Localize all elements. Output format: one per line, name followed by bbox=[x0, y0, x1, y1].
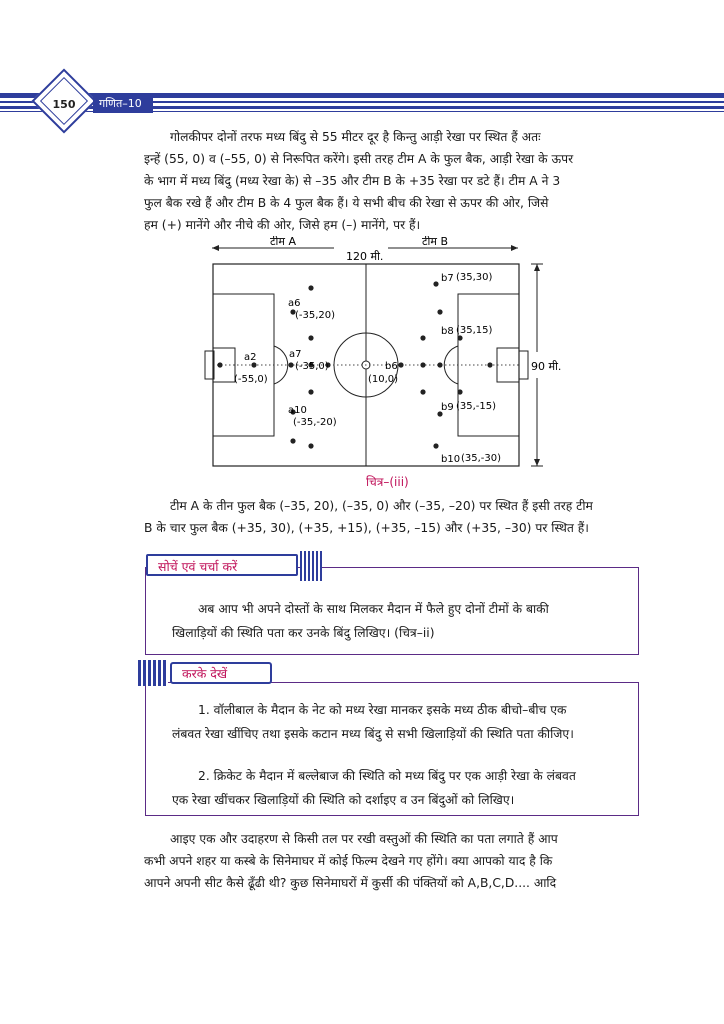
player-dot bbox=[487, 362, 492, 367]
point-label-b10: b10 bbox=[441, 454, 461, 465]
try-it-item-1 bbox=[172, 698, 632, 746]
player-dot bbox=[290, 438, 295, 443]
text-line: कभी अपने शहर या कस्बे के सिनेमाघर में कोई फिल्म देखने गए होंगे। क्या आपको याद है कि bbox=[144, 854, 553, 868]
intro-paragraph bbox=[144, 126, 634, 236]
page-number: 150 bbox=[52, 98, 76, 111]
figure-explanation bbox=[144, 495, 634, 539]
try-it-title: करके देखें bbox=[170, 662, 272, 684]
point-coord-b6: (10,0) bbox=[368, 374, 399, 385]
point-label-a2: a2 bbox=[244, 352, 257, 363]
player-dot bbox=[433, 443, 438, 448]
player-dot bbox=[433, 281, 438, 286]
point-label-b6: b6 bbox=[385, 361, 398, 372]
text-line: के भाग में मध्य बिंदु (मध्य रेखा के) से –35 और टीम B के +35 रेखा पर डटे हैं। टीम A ने 3 bbox=[144, 174, 561, 188]
right-goal-area bbox=[497, 348, 519, 382]
player-dot bbox=[308, 335, 313, 340]
player-dot bbox=[420, 335, 425, 340]
player-dot bbox=[457, 335, 462, 340]
player-dot bbox=[251, 362, 256, 367]
text-line: एक रेखा खींचकर खिलाड़ियों की स्थिति को दर्शाइए व उन बिंदुओं को लिखिए। bbox=[172, 793, 515, 807]
player-dot bbox=[308, 389, 313, 394]
height-label: 90 मी. bbox=[531, 360, 562, 373]
heading-stripes bbox=[138, 660, 168, 686]
point-label-b9: b9 bbox=[441, 402, 454, 413]
point-label-a6: a6 bbox=[288, 298, 301, 309]
player-dot bbox=[420, 362, 425, 367]
text-line: अब आप भी अपने दोस्तों के साथ मिलकर मैदान में फैले हुए दोनों टीमों के बाकी bbox=[198, 602, 549, 616]
point-coord-b10: (35,-30) bbox=[461, 453, 502, 464]
text-line: 1. वॉलीबाल के मैदान के नेट को मध्य रेखा मानकर इसके मध्य ठीक बीचो–बीच एक bbox=[198, 703, 567, 717]
player-dot bbox=[308, 285, 313, 290]
text-line: आइए एक और उदाहरण से किसी तल पर रखी वस्तुओं की स्थिति का पता लगाते हैं आप bbox=[170, 832, 558, 846]
width-label: 120 मी. bbox=[346, 250, 384, 263]
text-line: फुल बैक रखे हैं और टीम B के 4 फुल बैक हैं। ये सभी बीच की रेखा से ऊपर की ओर, जिसे bbox=[144, 196, 549, 210]
text-line: आपने अपनी सीट कैसे ढूँढी थी? कुछ सिनेमाघरों में कुर्सी की पंक्तियों को A,B,C,D.... आदि bbox=[144, 876, 557, 890]
player-dot bbox=[457, 389, 462, 394]
point-coord-b9: (35,-15) bbox=[456, 401, 497, 412]
text-line: टीम A के तीन फुल बैक (–35, 20), (–35, 0) और (–35, –20) पर स्थित हैं इसी तरह टीम bbox=[170, 499, 593, 513]
player-dot bbox=[398, 362, 403, 367]
player-dot bbox=[308, 443, 313, 448]
closing-paragraph bbox=[144, 828, 634, 894]
point-coord-a6: (-35,20) bbox=[295, 310, 336, 321]
point-coord-a10: (-35,-20) bbox=[293, 417, 337, 428]
arrow-head bbox=[212, 245, 219, 251]
think-discuss-heading bbox=[138, 551, 322, 581]
team-a-label: टीम A bbox=[270, 236, 296, 248]
arrow-head bbox=[534, 264, 540, 271]
team-b-label: टीम B bbox=[422, 236, 449, 248]
text-line: इन्हें (55, 0) व (–55, 0) से निरूपित करेंगे। इसी तरह टीम A के फुल बैक, आड़ी रेखा के ऊपर bbox=[144, 152, 574, 166]
heading-stripes bbox=[300, 551, 322, 581]
player-dot bbox=[437, 309, 442, 314]
try-it-item-2 bbox=[172, 764, 632, 812]
text-line: खिलाड़ियों की स्थिति पता कर उनके बिंदु लिखिए। (चित्र–ii) bbox=[172, 626, 435, 640]
left-goal-area bbox=[213, 348, 235, 382]
point-label-a7: a7 bbox=[289, 349, 302, 360]
point-coord-a7: (-35,0) bbox=[295, 361, 329, 372]
think-discuss-text bbox=[172, 597, 632, 645]
arrow-head bbox=[534, 459, 540, 466]
text-line: 2. क्रिकेट के मैदान में बल्लेबाज की स्थिति को मध्य बिंदु पर एक आड़ी रेखा के लंबवत bbox=[198, 769, 576, 783]
point-coord-a2: (-55,0) bbox=[234, 374, 268, 385]
point-label-a10: a10 bbox=[288, 405, 307, 416]
player-dot bbox=[420, 389, 425, 394]
player-dot bbox=[437, 362, 442, 367]
arrow-head bbox=[511, 245, 518, 251]
player-dot bbox=[288, 362, 293, 367]
football-field-figure bbox=[200, 236, 580, 476]
point-label-b8: b8 bbox=[441, 326, 454, 337]
player-dot bbox=[217, 362, 222, 367]
subject-label: गणित–10 bbox=[93, 95, 153, 113]
point-coord-b7: (35,30) bbox=[456, 272, 493, 283]
point-label-b7: b7 bbox=[441, 273, 454, 284]
text-line: हम (+) मानेंगे और नीचे की ओर, जिसे हम (–) मानेंगे, पर हैं। bbox=[144, 218, 421, 232]
point-coord-b8: (35,15) bbox=[456, 325, 493, 336]
text-line: गोलकीपर दोनों तरफ मध्य बिंदु से 55 मीटर दूर है किन्तु आड़ी रेखा पर स्थित हैं अतः bbox=[170, 130, 541, 144]
think-discuss-title: सोचें एवं चर्चा करें bbox=[146, 554, 298, 576]
try-it-heading bbox=[138, 660, 278, 686]
text-line: लंबवत रेखा खींचिए तथा इसके कटान मध्य बिंदु से सभी खिलाड़ियों की स्थिति पता कीजिए। bbox=[172, 727, 574, 741]
text-line: B के चार फुल बैक (+35, 30), (+35, +15), (+35, –15) और (+35, –30) पर स्थित हैं। bbox=[144, 521, 589, 535]
right-goal bbox=[519, 351, 528, 379]
figure-caption: चित्र–(iii) bbox=[366, 475, 409, 489]
